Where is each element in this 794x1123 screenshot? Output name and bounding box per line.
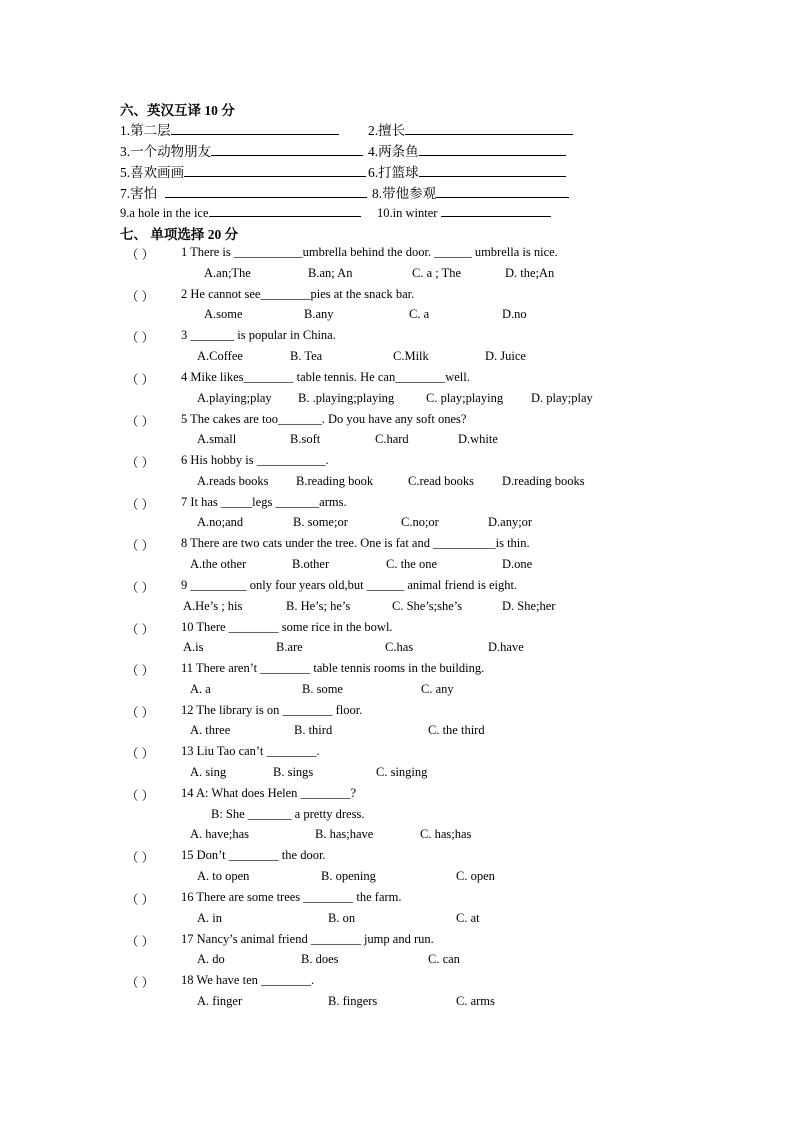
item-number: 4. [368,144,379,159]
option-c[interactable]: C. can [428,952,460,966]
section-7-title: 七、 单项选择 20 分 [120,227,239,242]
option-b[interactable]: B. Tea [290,349,323,363]
option-a[interactable]: A. sing [190,765,227,779]
answer-blank[interactable] [209,203,361,217]
answer-bracket[interactable]: （ ） [126,415,155,429]
option-c[interactable]: C. open [456,869,495,883]
translation-item-4 [368,140,566,160]
translation-item-7 [120,182,367,202]
question-8 [126,536,646,552]
option-b[interactable]: B. third [294,723,333,737]
question-text: 8 There are two cats under the tree. One is fat and __________is thin. [181,536,530,550]
answer-blank[interactable] [419,142,566,156]
translation-item-2 [368,119,573,139]
question-13 [126,744,646,760]
option-a[interactable]: A. do [197,952,225,966]
option-b[interactable]: B. some;or [293,515,348,529]
question-text: 12 The library is on ________ floor. [181,703,363,717]
option-b[interactable]: B.soft [290,432,321,446]
option-a[interactable]: A. a [190,682,211,696]
question-3 [126,328,646,344]
answer-blank[interactable] [165,184,367,198]
question-5 [126,412,646,428]
item-text: 喜欢画画 [130,165,185,180]
option-b[interactable]: B. some [302,682,343,696]
question-text: 17 Nancy’s animal friend ________ jump and run. [181,932,434,946]
option-c[interactable]: C. the one [386,557,438,571]
option-a[interactable]: A.reads books [197,474,269,488]
translation-item-5 [120,161,366,181]
question-text: 10 There ________ some rice in the bowl. [181,620,393,634]
option-d[interactable]: D.reading books [502,474,585,488]
option-b[interactable]: B. opening [321,869,376,883]
question-text: 11 There aren’t ________ table tennis rooms in the building. [181,661,485,675]
option-c[interactable]: C. a ; The [412,266,462,280]
item-number: 6. [368,165,379,180]
option-c[interactable]: C. any [421,682,454,696]
item-number: 9. [120,206,130,220]
question-text: 4 Mike likes________ table tennis. He can________well. [181,370,470,384]
option-d[interactable]: D.one [502,557,533,571]
translation-item-8 [372,182,569,202]
item-number: 10. [377,206,393,220]
option-d[interactable]: D. play;play [531,391,593,405]
item-text: 两条鱼 [378,144,419,159]
option-b[interactable]: B. fingers [328,994,378,1008]
item-number: 2. [368,123,379,138]
option-c[interactable]: C. She’s;she’s [392,599,463,613]
question-14 [126,786,646,802]
option-a[interactable]: A. in [197,911,222,925]
option-a[interactable]: A. to open [197,869,250,883]
item-text: 擅长 [378,123,406,138]
answer-bracket[interactable]: （ ） [126,373,155,387]
question-1 [126,245,646,261]
question-text: 2 He cannot see________pies at the snack bar. [181,287,415,301]
question-text: 16 There are some trees ________ the farm. [181,890,402,904]
option-b[interactable]: B.reading book [296,474,374,488]
item-number: 5. [120,165,131,180]
translation-item-10 [377,203,551,221]
question-10 [126,620,646,636]
option-c[interactable]: C. singing [376,765,428,779]
item-number: 7. [120,186,131,201]
option-c[interactable]: C. the third [428,723,485,737]
question-text: 15 Don’t ________ the door. [181,848,326,862]
option-a[interactable]: A.some [204,307,243,321]
question-18 [126,973,646,989]
question-4 [126,370,646,386]
answer-blank[interactable] [405,121,573,135]
option-c[interactable]: C. a [409,307,430,321]
question-7 [126,495,646,511]
option-a[interactable]: A.the other [190,557,247,571]
option-a[interactable]: A.He’s ; his [183,599,243,613]
option-c[interactable]: C.read books [408,474,474,488]
translation-item-1 [120,119,339,139]
option-b[interactable]: B.other [292,557,330,571]
translation-item-3 [120,140,363,160]
option-c[interactable]: C.no;or [401,515,439,529]
answer-bracket[interactable]: （ ） [126,456,155,470]
question-text: 5 The cakes are too_______. Do you have any soft ones? [181,412,467,426]
option-d[interactable]: D. the;An [505,266,555,280]
question-text: 7 It has _____legs _______arms. [181,495,347,509]
question-15 [126,848,646,864]
answer-blank[interactable] [211,142,363,156]
question-text: 3 _______ is popular in China. [181,328,336,342]
answer-bracket[interactable]: （ ） [126,851,155,865]
item-text: 第二层 [130,123,171,138]
answer-bracket[interactable]: （ ） [126,747,155,761]
option-b[interactable]: B. on [328,911,356,925]
question-11 [126,661,646,677]
option-c[interactable]: C. at [456,911,480,925]
option-a[interactable]: A. three [190,723,231,737]
option-a[interactable]: A.no;and [197,515,244,529]
option-a[interactable]: A. have;has [190,827,250,841]
answer-blank[interactable] [184,163,366,177]
answer-bracket[interactable]: （ ） [126,893,155,907]
option-c[interactable]: C.Milk [393,349,429,363]
option-b[interactable]: B. He’s; he’s [286,599,351,613]
option-b[interactable]: B.are [276,640,303,654]
option-c[interactable]: C.hard [375,432,409,446]
option-b[interactable]: B. sings [273,765,314,779]
item-number: 3. [120,144,131,159]
question-text: 9 _________ only four years old,but ______ animal friend is eight. [181,578,518,592]
option-d[interactable]: D.have [488,640,524,654]
question-16 [126,890,646,906]
option-a[interactable]: A.is [183,640,204,654]
question-text: 13 Liu Tao can’t ________. [181,744,320,758]
option-a[interactable]: A. finger [197,994,243,1008]
question-text: 6 His hobby is ___________. [181,453,329,467]
section-6-title: 六、英汉互译 10 分 [120,103,235,118]
option-c[interactable]: C.has [385,640,414,654]
option-a[interactable]: A.Coffee [197,349,243,363]
answer-bracket[interactable]: （ ） [126,976,155,990]
item-text: 打篮球 [378,165,419,180]
item-text: a hole in the ice [129,206,209,220]
question-text: 14 A: What does Helen ________? [181,786,357,800]
translation-item-6 [368,161,566,181]
item-text: in winter [392,206,438,220]
item-text: 一个动物朋友 [130,144,212,159]
answer-blank[interactable] [436,184,569,198]
translation-item-9 [120,203,361,221]
question-text: 1 There is ___________umbrella behind the door. ______ umbrella is nice. [181,245,558,259]
answer-bracket[interactable]: （ ） [126,498,155,512]
option-c[interactable]: C. has;has [420,827,472,841]
question-9 [126,578,646,594]
option-d[interactable]: D. Juice [485,349,526,363]
option-c[interactable]: C. play;playing [426,391,504,405]
question-2 [126,287,646,303]
option-d[interactable]: D. She;her [502,599,556,613]
option-b[interactable]: B. does [301,952,339,966]
question-dialogue-line: B: She _______ a pretty dress. [211,807,365,821]
option-a[interactable]: A.an;The [204,266,251,280]
answer-bracket[interactable]: （ ） [126,581,155,595]
answer-blank[interactable] [171,121,339,135]
answer-bracket[interactable]: （ ） [126,331,155,345]
question-6 [126,453,646,469]
option-b[interactable]: B. .playing;playing [298,391,395,405]
answer-blank[interactable] [441,203,551,217]
item-number: 8. [372,186,383,201]
answer-bracket[interactable]: （ ） [126,539,155,553]
option-c[interactable]: C. arms [456,994,495,1008]
option-d[interactable]: D.white [458,432,498,446]
answer-bracket[interactable]: （ ） [126,706,155,720]
answer-bracket[interactable]: （ ） [126,290,155,304]
answer-bracket[interactable]: （ ） [126,789,155,803]
option-b[interactable]: B.any [304,307,334,321]
answer-bracket[interactable]: （ ） [126,248,155,262]
answer-blank[interactable] [419,163,566,177]
option-b[interactable]: B. has;have [315,827,374,841]
item-number: 1. [120,123,131,138]
option-b[interactable]: B.an; An [308,266,353,280]
question-12 [126,703,646,719]
answer-bracket[interactable]: （ ） [126,664,155,678]
answer-bracket[interactable]: （ ） [126,623,155,637]
item-text: 带他参观 [382,186,437,201]
answer-bracket[interactable]: （ ） [126,935,155,949]
option-d[interactable]: D.any;or [488,515,533,529]
option-a[interactable]: A.small [197,432,237,446]
question-17 [126,932,646,948]
question-text: 18 We have ten ________. [181,973,315,987]
item-text: 害怕 [130,186,158,201]
option-a[interactable]: A.playing;play [197,391,272,405]
option-d[interactable]: D.no [502,307,527,321]
